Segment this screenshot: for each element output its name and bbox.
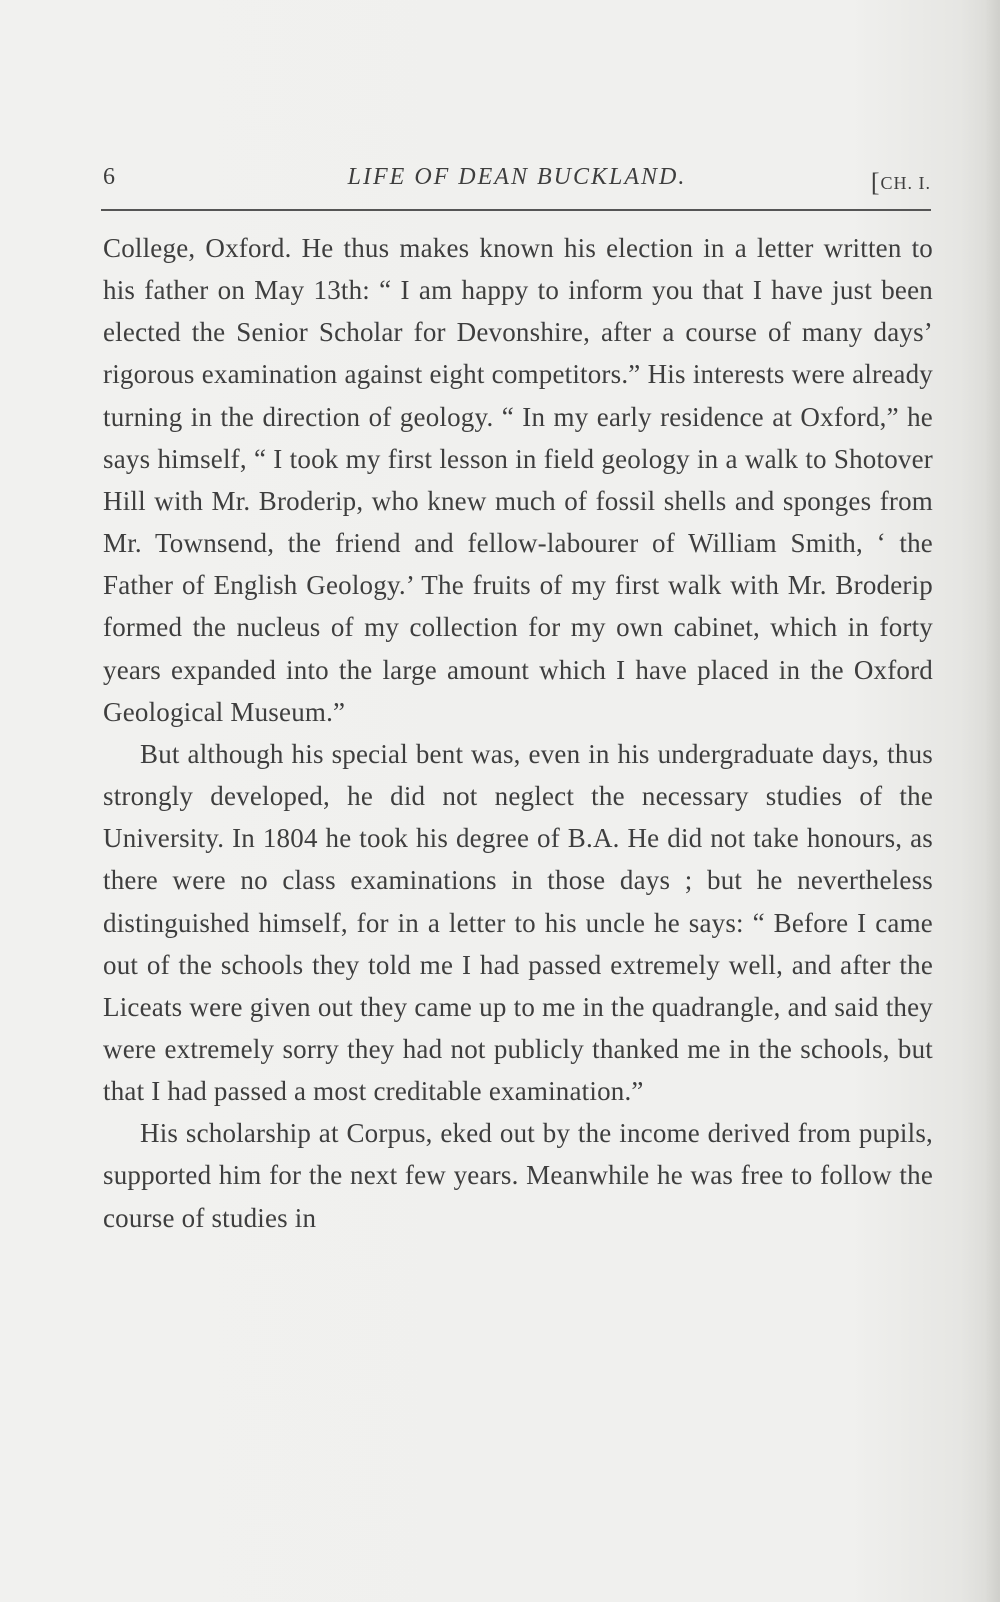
body-text [103, 227, 933, 1239]
paragraph-2: But although his special bent was, even in his undergraduate days, thus strongly developed, he did not neglect the necessary studies of the University. In 1804 he took his degree of B.A. He did not take honours, as there were no class examinations in those days ; but he nevertheless distinguished himself, for in a letter to his uncle he says: “ Before I came out of the schools they told me I had passed extremely well, and after the Liceats were given out they came up to me in the quadrangle, and said they were extremely sorry they had not publicly thanked me in the schools, but that I had passed a most creditable examination.” [103, 738, 933, 1107]
page-gutter-shadow [986, 0, 1000, 1602]
paragraph-1: College, Oxford. He thus makes known his election in a letter written to his father on May 13th: “ I am happy to inform you that I have just been elected the Senior Scholar for Devonshire, after a course of many days’ rigorous examination against eight competitors.” His interests were already turning in the direction of geology. “ In my early residence at Oxford,” he says himself, “ I took my first lesson in field geology in a walk to Shotover Hill with Mr. Broderip, who knew much of fossil shells and sponges from Mr. Townsend, the friend and fellow-labourer of William Smith, ‘ the Father of English Geology.’ The fruits of my first walk with Mr. Broderip formed the nucleus of my collection for my own cabinet, which in forty years expanded into the large amount which I have placed in the Oxford Geological Museum.” [103, 233, 933, 727]
chapter-bracket: [ [870, 168, 881, 197]
header-rule [101, 209, 931, 211]
page-number: 6 [103, 164, 115, 190]
running-header [103, 160, 931, 200]
running-title: LIFE OF DEAN BUCKLAND. [347, 164, 687, 190]
chapter-label: CH. I. [880, 173, 931, 193]
paragraph-3: His scholarship at Corpus, eked out by the income derived from pupils, supported him for the next few years. Meanwhile he was free to follow the course of studies in [103, 1118, 933, 1233]
chapter-mark [871, 166, 931, 196]
